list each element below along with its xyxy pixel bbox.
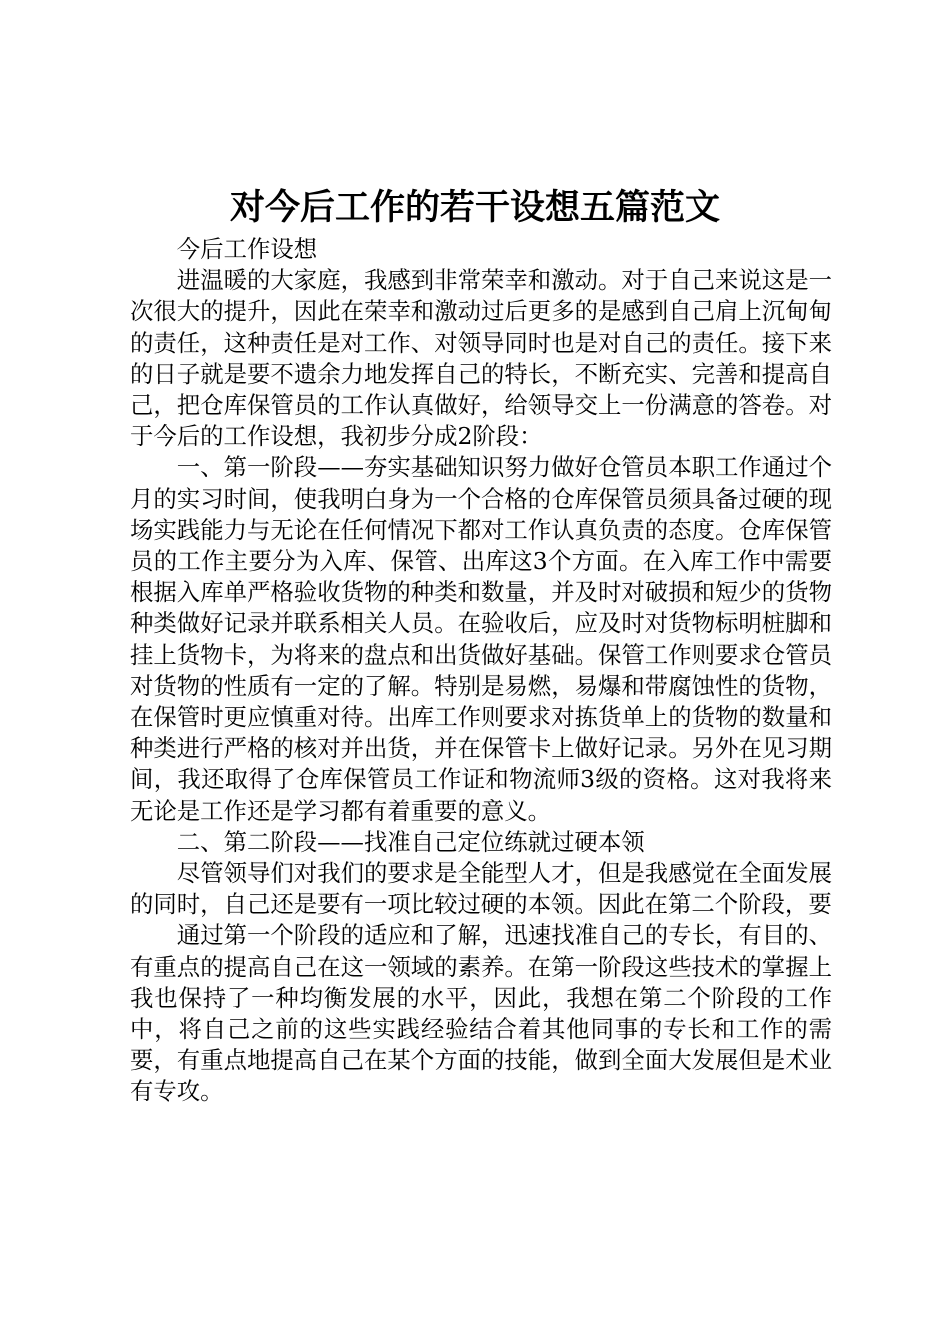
paragraph-stage-one: 一、第一阶段——夯实基础知识努力做好仓管员本职工作通过个月的实习时间，使我明白身为一个合格的仓库保管员须具备过硬的现场实践能力与无论在任何情况下都对工作认真负责的态度。仓库保管员的工作主要分为入库、保管、出库这3个方面。在入库工作中需要根据入库单严格验收货物的种类和数量，并及时对破损和短少的货物种类做好记录并联系相关人员。在验收后，应及时对货物标明桩脚和挂上货物卡，为将来的盘点和出货做好基础。保管工作则要求仓管员对货物的性质有一定的了解。特别是易燃，易爆和带腐蚀性的货物，在保管时更应慎重对待。出库工作则要求对拣货单上的货物的数量和种类进行严格的核对并出货，并在保管卡上做好记录。另外在见习期间，我还取得了仓库保管员工作证和物流师3级的资格。这对我将来无论是工作还是学习都有着重要的意义。	[130, 453, 832, 825]
document-body	[130, 234, 832, 1108]
section-heading-stage-two: 二、第二阶段——找准自己定位练就过硬本领	[176, 827, 645, 856]
paragraph-stage-two-intro: 尽管领导们对我们的要求是全能型人才，但是我感觉在全面发展的同时，自己还是要有一项比较过硬的本领。因此在第二个阶段，要	[130, 859, 832, 919]
section-heading-plan: 今后工作设想	[176, 235, 318, 263]
paragraph-stage-two-detail: 通过第一个阶段的适应和了解，迅速找准自己的专长，有目的、有重点的提高自己在这一领域的素养。在第一阶段这些技术的掌握上我也保持了一种均衡发展的水平，因此，我想在第二个阶段的工作中，将自己之前的这些实践经验结合着其他同事的专长和工作的需要，有重点地提高自己在某个方面的技能，做到全面大发展但是术业有专攻。	[130, 921, 832, 1106]
paragraph-intro: 进温暖的大家庭，我感到非常荣幸和激动。对于自己来说这是一次很大的提升，因此在荣幸和激动过后更多的是感到自己肩上沉甸甸的责任，这种责任是对工作、对领导同时也是对自己的责任。接下来的日子就是要不遗余力地发挥自己的特长，不断充实、完善和提高自己，把仓库保管员的工作认真做好，给领导交上一份满意的答卷。对于今后的工作设想，我初步分成2阶段：	[130, 266, 832, 451]
document-title: 对今后工作的若干设想五篇范文	[229, 187, 720, 228]
